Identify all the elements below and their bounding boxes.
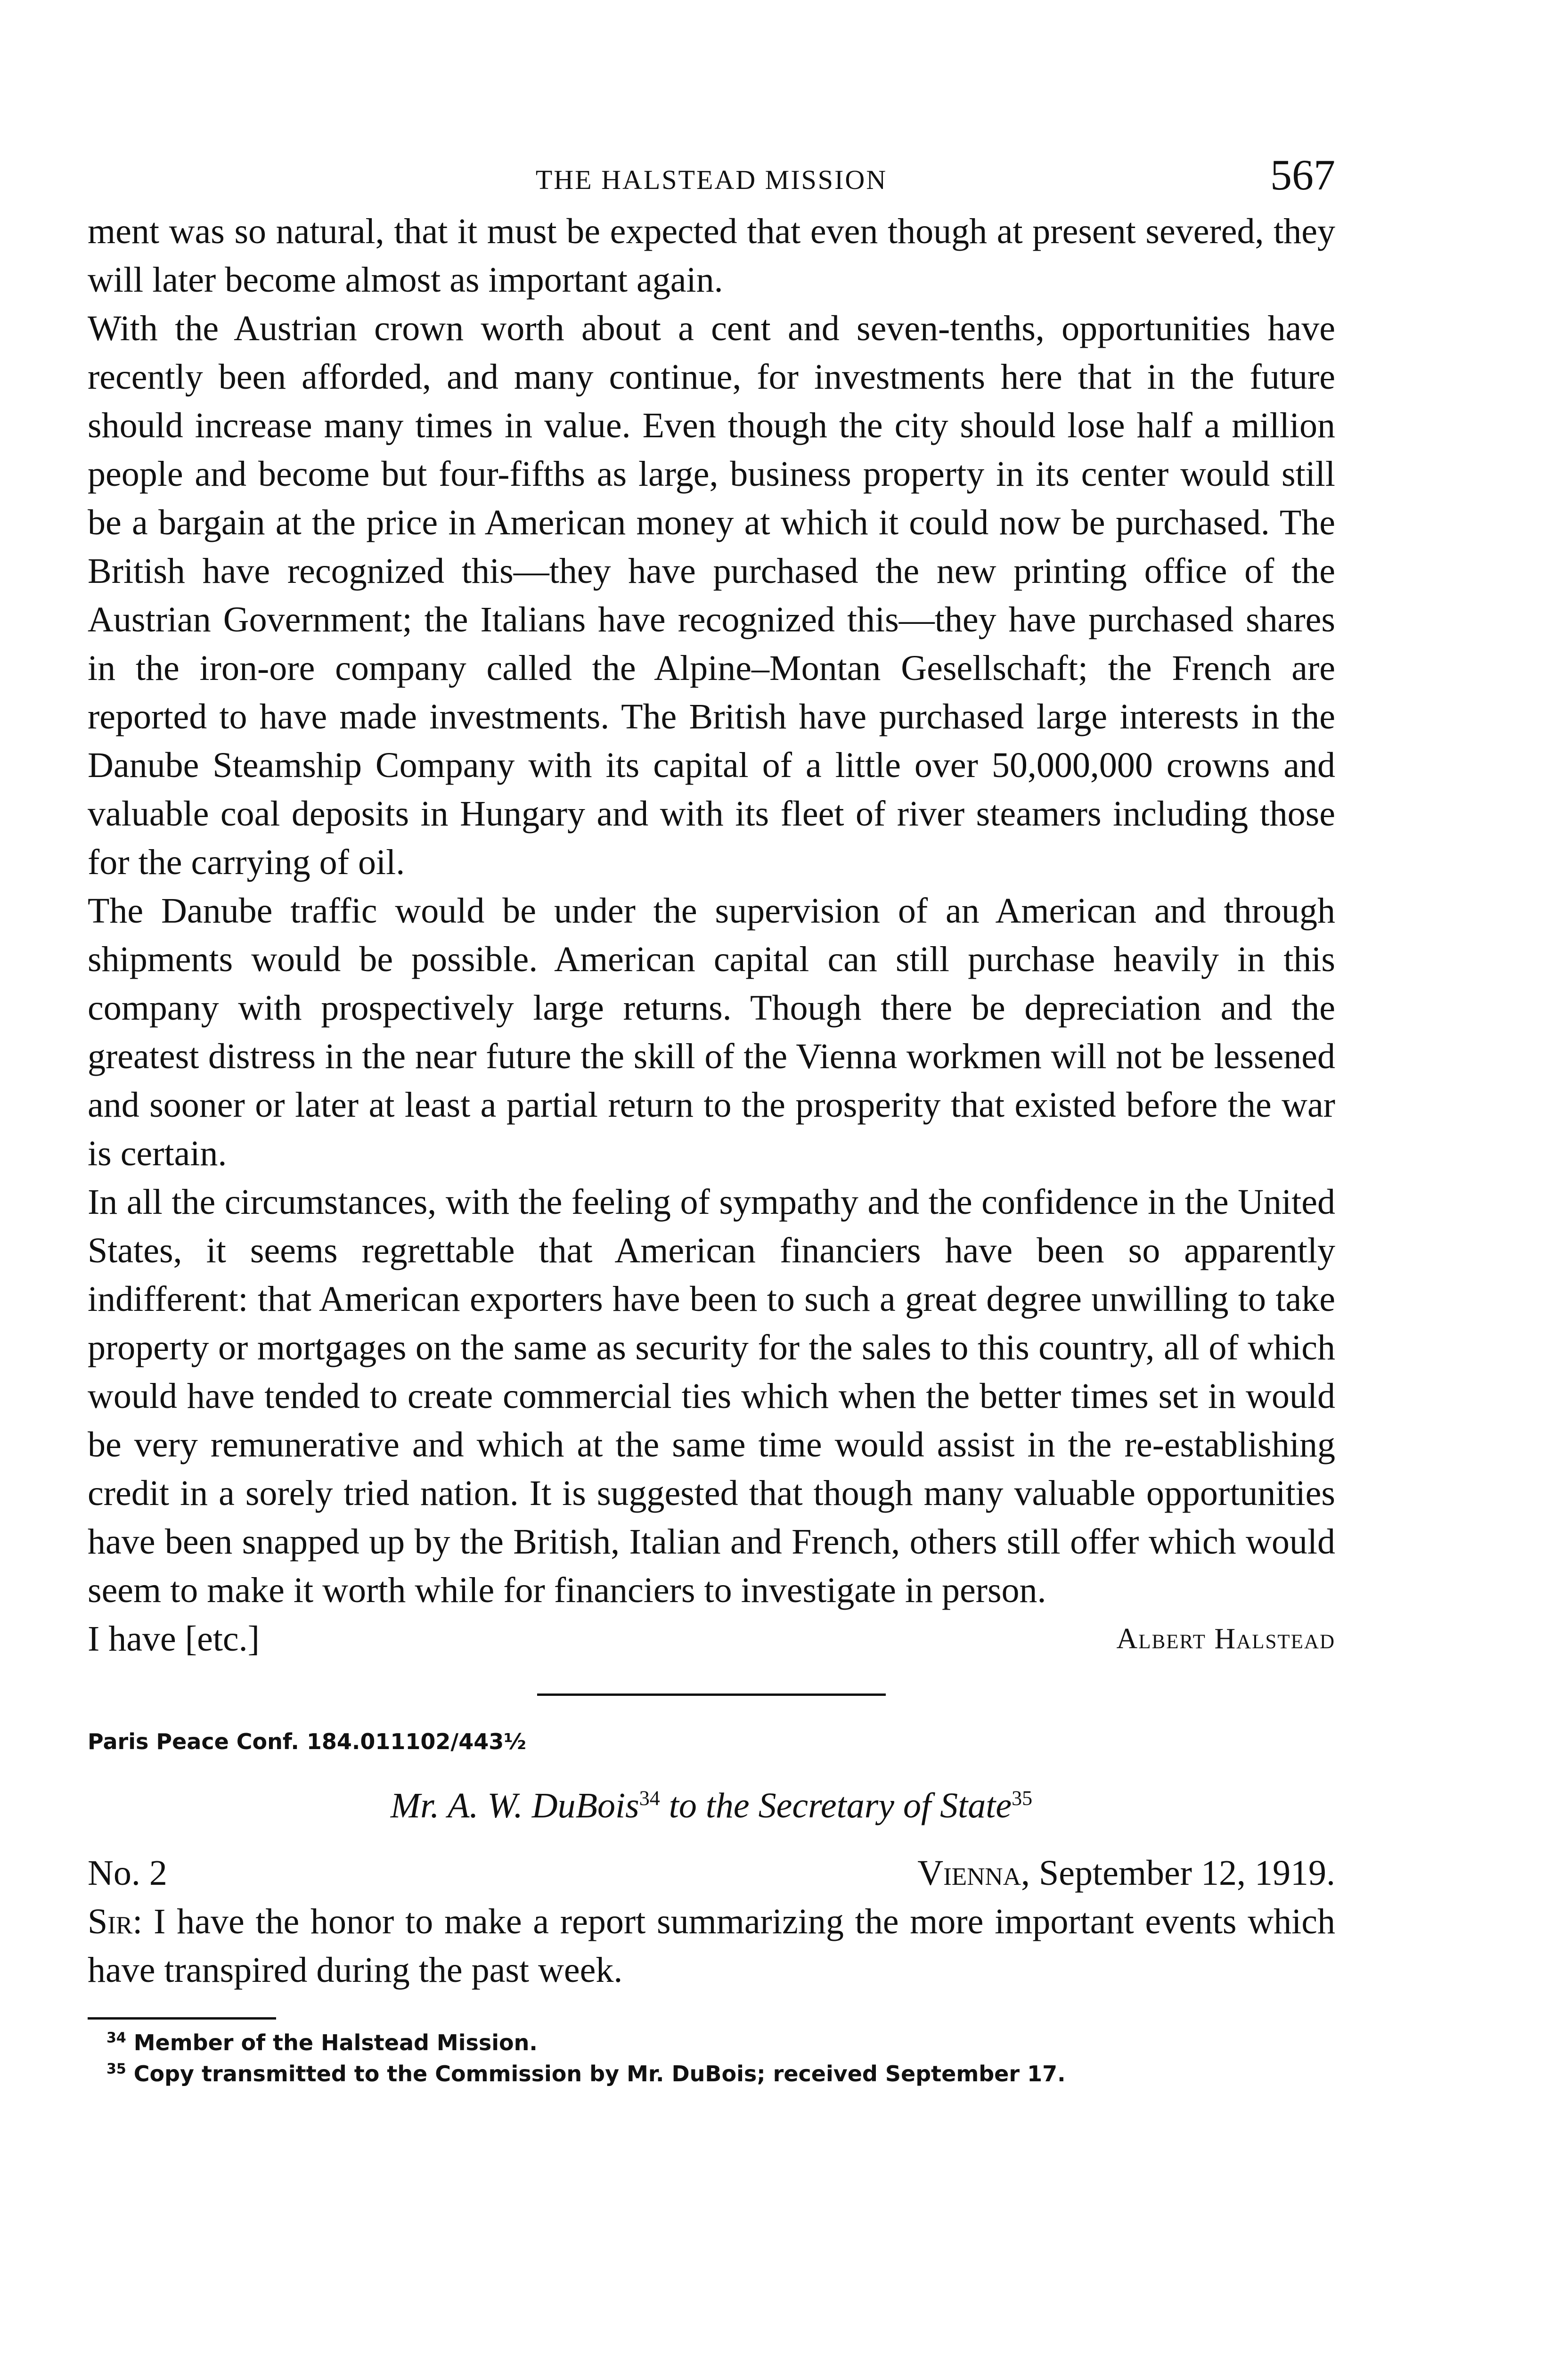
footnote xyxy=(88,2027,1335,2058)
salutation-word: Sir xyxy=(88,1902,133,1941)
paragraph: ment was so natural, that it must be expected that even though at present severed, they will later become almost as important again. xyxy=(88,212,1335,300)
place: Vienna xyxy=(917,1853,1021,1893)
dateline xyxy=(88,1849,1335,1898)
closing-text: I have [etc.] xyxy=(88,1619,260,1659)
salutation-paragraph xyxy=(88,1898,1335,1995)
footnote-text: Member of the Halstead Mission. xyxy=(133,2030,538,2055)
salutation-text: : I have the honor to make a report summarizing the more important events which have transpired during the past week. xyxy=(88,1902,1335,1990)
letter-opening xyxy=(88,1898,1335,1995)
footnote-divider xyxy=(88,2017,276,2020)
paragraph: In all the circumstances, with the feeling of sympathy and the confidence in the United States, it seems regrettable that American financiers have been so apparently indifferent: that American exporters have been to such a great degree unwilling to take property or mortgages on the same as security for the sales to this country, all of which would have tended to create commercial ties which when the better times set in would be very remunerative and which at the same time would assist in the re-establishing credit in a sorely tried nation. It is suggested that though many valuable opportunities have been snapped up by the British, Italian and French, others still offer which would seem to make it worth while for financiers to investigate in person. xyxy=(88,1182,1335,1610)
letter-closing xyxy=(88,1615,1335,1663)
document-page xyxy=(88,141,1335,2089)
paragraph: The Danube traffic would be under the supervision of an American and through shipments would be possible. American capital can still purchase heavily in this company with prospectively large returns. Though there be depreciation and the greatest distress in the near future the skill of the Vienna workmen will not be lessened and sooner or later at least a partial return to the prosperity that existed before the war is certain. xyxy=(88,891,1335,1173)
document-number: No. 2 xyxy=(88,1853,167,1893)
date: , September 12, 1919. xyxy=(1021,1853,1335,1893)
footnote-mark: 35 xyxy=(1012,1786,1033,1810)
page-number: 567 xyxy=(1270,151,1335,199)
file-reference: Paris Peace Conf. 184.011102/443½ xyxy=(88,1729,526,1754)
section-divider xyxy=(537,1693,886,1696)
paragraph: With the Austrian crown worth about a cent and seven-tenths, opportunities have recently been afforded, and many continue, for investments here that in the future should increase many times in value. Even though the city should lose half a million people and become but four-fifths as large, business property in its center would still be a bargain at the price in American money at which it could now be purchased. The British have recognized this—they have purchased the new printing office of the Austrian Government; the Italians have recognized this—they have purchased shares in the iron-ore company called the Alpine–Montan Gesellschaft; the French are reported to have made investments. The British have purchased large interests in the Danube Steamship Company with its capital of a little over 50,000,000 crowns and valuable coal deposits in Hungary and with its fleet of river steamers including those for the carrying of oil. xyxy=(88,309,1335,882)
footnote-number: 34 xyxy=(106,2029,126,2046)
running-title: THE HALSTEAD MISSION xyxy=(535,164,888,195)
place-date xyxy=(917,1849,1335,1898)
running-header xyxy=(88,141,1335,207)
footnote xyxy=(88,2058,1335,2089)
footnote-number: 35 xyxy=(106,2061,126,2078)
heading-recipient: to the Secretary of State xyxy=(660,1786,1012,1825)
signature: Albert Halstead xyxy=(1116,1623,1335,1655)
heading-sender: Mr. A. W. DuBois xyxy=(390,1786,639,1825)
footnote-text: Copy transmitted to the Commission by Mr. DuBois; received September 17. xyxy=(133,2061,1066,2086)
body-text xyxy=(88,207,1335,1615)
document-heading xyxy=(88,1782,1335,1830)
footnote-mark: 34 xyxy=(639,1786,660,1810)
